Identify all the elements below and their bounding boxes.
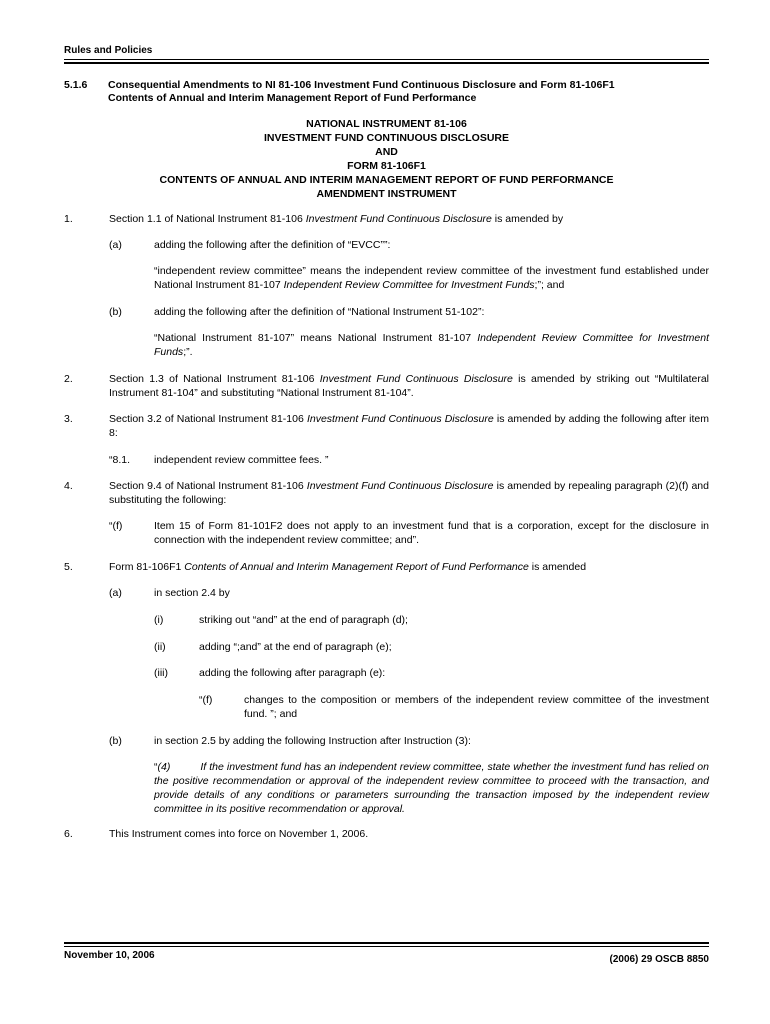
sub-item-text: in section 2.5 by adding the following Instruction after Instruction (3): xyxy=(154,735,471,747)
instrument-title-block xyxy=(64,117,709,201)
sub-item-text: adding the following after the definition of “National Instrument 51-102”: xyxy=(154,306,485,318)
sub-item-text: changes to the composition or members of the independent review committee of the investment fund. ”; and xyxy=(244,694,709,720)
item-1-text xyxy=(109,212,709,226)
item-number: 4. xyxy=(64,480,73,492)
roman-item-text: adding the following after paragraph (e): xyxy=(199,667,386,679)
item-number: 5. xyxy=(64,561,73,573)
title-line: INVESTMENT FUND CONTINUOUS DISCLOSURE xyxy=(263,132,509,144)
footer-citation: (2006) 29 OSCB 8850 xyxy=(609,954,709,965)
roman-item-text: adding “;and” at the end of paragraph (e); xyxy=(199,641,392,653)
quote-segment: ;”; and xyxy=(534,279,565,291)
roman-label: (iii) xyxy=(154,667,168,679)
item-number: 6. xyxy=(64,828,73,840)
sub-label: (b) xyxy=(109,735,122,747)
title-line: AND xyxy=(375,146,398,158)
sub-item-text: in section 2.4 by xyxy=(154,587,230,599)
section-title-line1: Consequential Amendments to NI 81-106 Investment Fund Continuous Disclosure and Form 81-106F1 xyxy=(108,79,615,91)
section-title-line2: Contents of Annual and Interim Management Report of Fund Performance xyxy=(108,92,477,104)
item-text-segment: Section 3.2 of National Instrument 81-106 xyxy=(109,413,307,425)
item-text-segment: is amended xyxy=(528,561,587,573)
definition-quote xyxy=(154,331,709,359)
instrument-title-italic: Independent Review Committee for Investment Funds xyxy=(283,279,535,291)
item-number: 2. xyxy=(64,373,73,385)
title-line: FORM 81-106F1 xyxy=(347,160,426,172)
item-text-segment: is amended by striking out “Multilateral Instrument 81-104” and substituting “National Instrument 81-104”. xyxy=(109,373,709,399)
quote-segment: ;”. xyxy=(183,346,193,358)
instruction-quote xyxy=(154,760,709,816)
footer-date: November 10, 2006 xyxy=(64,950,155,961)
sub-label: (a) xyxy=(109,239,122,251)
quote-open: “ xyxy=(154,761,158,773)
title-line: CONTENTS OF ANNUAL AND INTERIM MANAGEMENT REPORT OF FUND PERFORMANCE xyxy=(159,174,614,186)
instrument-title-italic: Investment Fund Continuous Disclosure xyxy=(306,413,494,425)
roman-label: (ii) xyxy=(154,641,166,653)
item-2-text xyxy=(109,372,709,400)
section-number: 5.1.6 xyxy=(64,79,88,91)
running-header: Rules and Policies xyxy=(64,45,153,56)
header-rule-bottom xyxy=(64,62,709,64)
item-3-text xyxy=(109,412,709,440)
title-line: AMENDMENT INSTRUMENT xyxy=(316,188,457,200)
footer-rule-top xyxy=(64,942,709,944)
title-line: NATIONAL INSTRUMENT 81-106 xyxy=(306,118,467,130)
item-4-text xyxy=(109,479,709,507)
item-text-segment: Section 1.1 of National Instrument 81-106 xyxy=(109,213,306,225)
sub-label: “(f) xyxy=(109,520,123,532)
item-number: 3. xyxy=(64,413,73,425)
instruction-number: (4) xyxy=(157,761,171,773)
instrument-title-italic: Independent Review Committee for Investment Funds xyxy=(154,332,710,358)
instrument-title-italic: Contents of Annual and Interim Management Report of Fund Performance xyxy=(184,561,529,573)
item-5-text xyxy=(109,560,709,574)
instrument-title-italic: Investment Fund Continuous Disclosure xyxy=(305,213,492,225)
item-text-segment: is amended by xyxy=(491,213,564,225)
instrument-title-italic: Investment Fund Continuous Disclosure xyxy=(319,373,513,385)
sub-label: (b) xyxy=(109,306,122,318)
item-6-text: This Instrument comes into force on November 1, 2006. xyxy=(109,828,369,840)
item-text-segment: Section 9.4 of National Instrument 81-106 xyxy=(109,480,307,492)
sub-item-text: Item 15 of Form 81-101F2 does not apply to an investment fund that is a corporation, except for the disclosure in connection with the independent review committee; and”. xyxy=(154,520,709,546)
quote-segment: “National Instrument 81-107” means National Instrument 81-107 xyxy=(154,332,478,344)
sub-label: (a) xyxy=(109,587,122,599)
quote-segment: “independent review committee” means the independent review committee of the investment fund established under National Instrument 81-107 xyxy=(154,265,709,291)
instruction-text: If the investment fund has an independent review committee, state whether the investment fund has relied on the positive recommendation or approval of the independent review committee to proceed with the transaction, and provide details of any conditions or parameters surrounding the transaction imposed by the independent review committee in its positive recommendation or approval. xyxy=(154,761,709,815)
sub-item-text: adding the following after the definition of “EVCC””: xyxy=(154,239,391,251)
header-rule-top xyxy=(64,59,709,60)
sub-label: “8.1. xyxy=(109,454,131,466)
item-text-segment: Form 81-106F1 xyxy=(109,561,185,573)
item-number: 1. xyxy=(64,213,73,225)
definition-quote xyxy=(154,264,709,292)
roman-item-text: striking out “and” at the end of paragraph (d); xyxy=(199,614,408,626)
sub-item-text: independent review committee fees. ” xyxy=(154,454,329,466)
footer-rule-bottom xyxy=(64,946,709,947)
roman-label: (i) xyxy=(154,614,164,626)
item-text-segment: Section 1.3 of National Instrument 81-106 xyxy=(109,373,320,385)
instrument-title-italic: Investment Fund Continuous Disclosure xyxy=(306,480,494,492)
item-text-segment: is amended by adding the following after item 8: xyxy=(109,413,709,439)
item-text-segment: is amended by repealing paragraph (2)(f) and substituting the following: xyxy=(109,480,709,506)
sub-label: “(f) xyxy=(199,694,213,706)
